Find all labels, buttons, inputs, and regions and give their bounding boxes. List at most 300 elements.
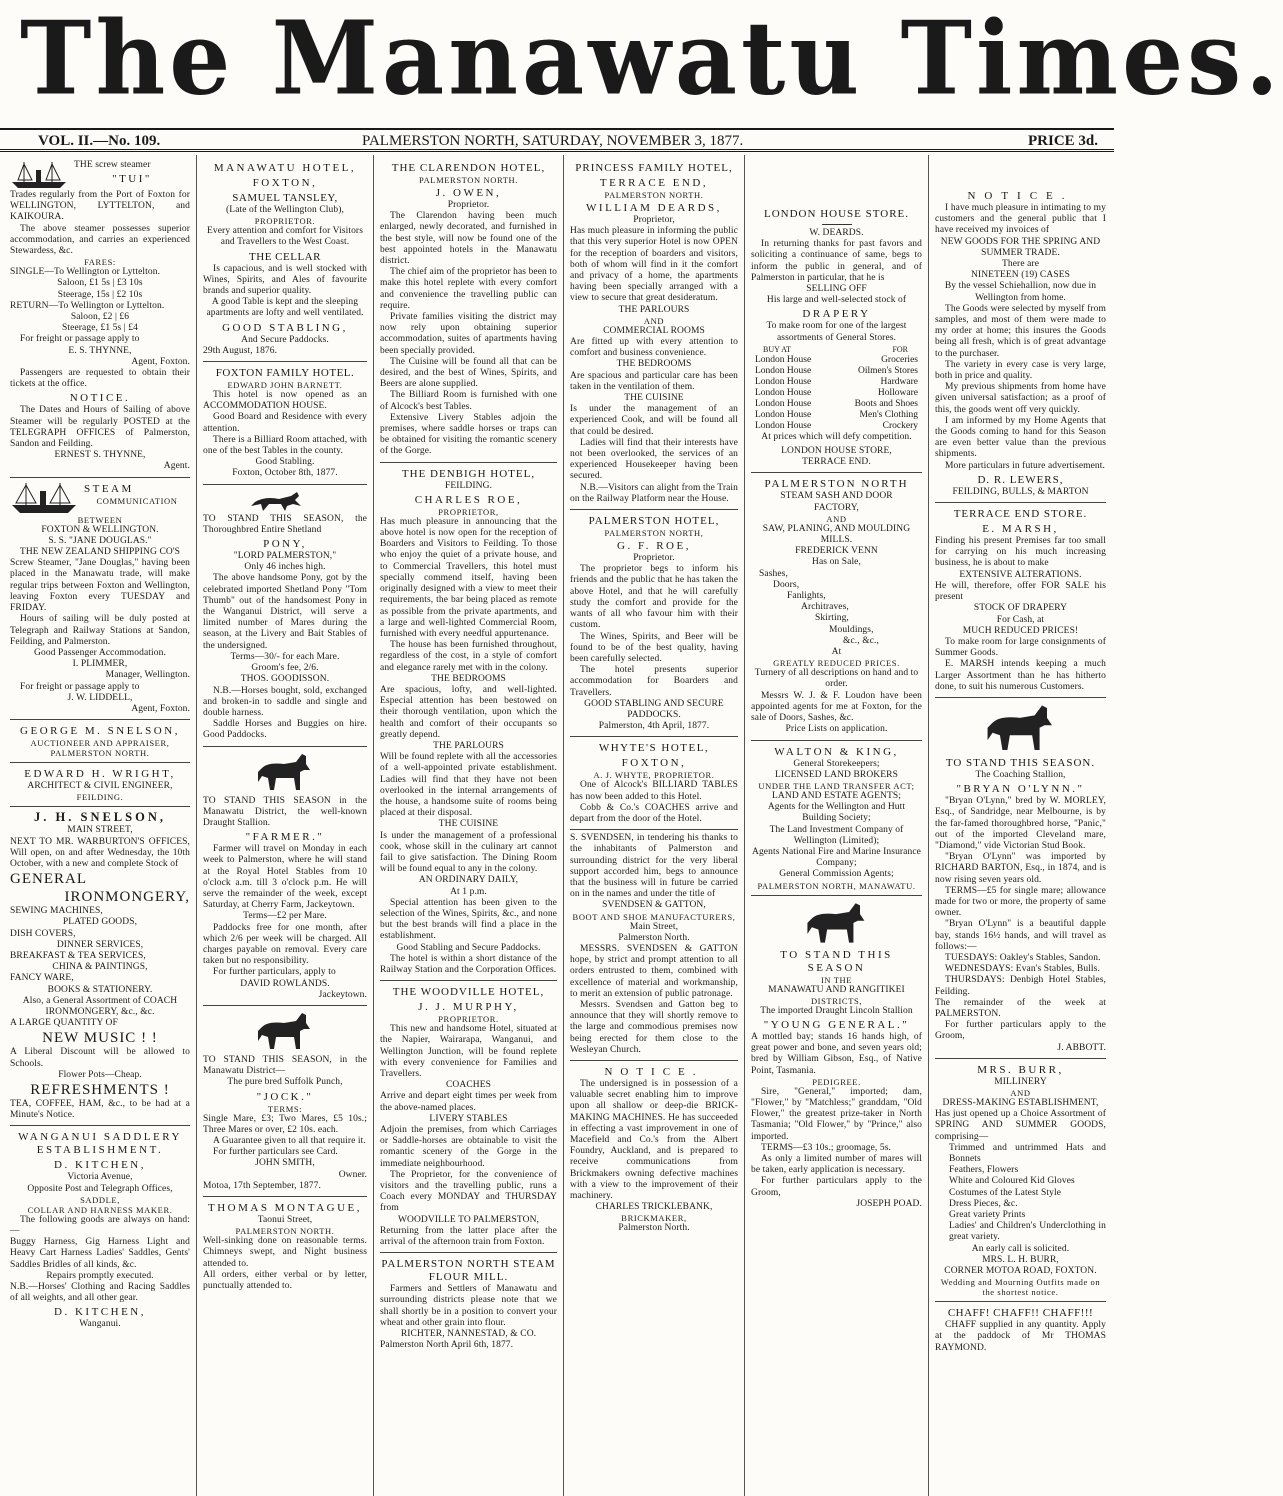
mb-items bbox=[935, 1143, 1106, 1244]
bo-terms: TERMS—£5 for single mare; allowance made for two or more, the property of same owner. bbox=[935, 885, 1106, 919]
jo-date: Motoa, 17th September, 1877. bbox=[203, 1180, 321, 1191]
sm-sub: STEAM SASH AND DOOR bbox=[780, 491, 893, 502]
dn-parlours-text: Will be found replete with all the accessories of a well-appointed private establishment. Ladies will find that they have not been overlooked in the internal arrangements of the house, a handsome suite of rooms being placed at their disposal. bbox=[380, 752, 557, 819]
ff-stabling: Good Stabling. bbox=[255, 457, 315, 468]
te-heading: TERRACE END STORE. bbox=[953, 508, 1088, 521]
fare-line: Steerage, £1 5s | £4 bbox=[62, 323, 138, 334]
ad-jock-stallion bbox=[203, 1006, 367, 1197]
bo-remainder: The remainder of the week at PALMERSTON. bbox=[935, 997, 1106, 1019]
mb-dress: DRESS-MAKING ESTABLISHMENT, bbox=[942, 1098, 1099, 1108]
ad-steam-communication bbox=[10, 478, 190, 720]
mb-signature: MRS. L. H. BURR, bbox=[982, 1254, 1059, 1265]
fa-signature: DAVID ROWLANDS. bbox=[240, 978, 330, 989]
dn-ordinary-time: At 1 p.m. bbox=[450, 886, 487, 897]
cl-paragraph: Private families visiting the district may now rely upon obtaining superior accommodation, suites of apartments having been specially provided. bbox=[380, 312, 557, 356]
ad-palmerston-flour-mill bbox=[380, 1253, 557, 1355]
fa-terms: Terms—£2 per Mare. bbox=[243, 911, 327, 922]
sm-turnery: Turnery of all descriptions on hand and to order. bbox=[754, 668, 919, 690]
yg-name: "YOUNG GENERAL." bbox=[763, 1018, 910, 1031]
wright-role: ARCHITECT & CIVIL ENGINEER, bbox=[27, 781, 173, 792]
ad-snelson-auctioneer bbox=[10, 720, 190, 763]
jo-name: "JOCK." bbox=[256, 1090, 314, 1103]
pf-bedrooms-text: Are spacious and particular care has been taken in the ventilation of them. bbox=[570, 370, 738, 392]
dn-heading: THE DENBIGH HOTEL, bbox=[401, 467, 536, 480]
dateline bbox=[0, 128, 1114, 152]
mh-proprietor: PROPRIETOR. bbox=[254, 216, 316, 227]
sm-item: Doors, bbox=[773, 579, 800, 590]
ch-text: CHAFF supplied in any quantity. Apply at the paddock of Mr THOMAS RAYMOND. bbox=[935, 1320, 1106, 1353]
lp-height: Only 46 inches high. bbox=[244, 562, 326, 573]
jh-line: PLATED GOODS, bbox=[62, 917, 138, 928]
agent-place: Agent, Foxton. bbox=[131, 356, 190, 367]
yg-in: IN THE bbox=[820, 974, 853, 985]
pf-bedrooms: THE BEDROOMS bbox=[616, 359, 692, 370]
column-3 bbox=[374, 155, 564, 1496]
steam-signature-role: Manager, Wellington. bbox=[105, 670, 190, 681]
fa-text: Farmer will travel on Monday in each week to Palmerston, where he will stand at the Royal Hotel Stables from 10 o'clock a.m. till 3 o'clock p.m. He will serve the remainder of the week, except Saturday, at Cherry Farm, Jackeytown. bbox=[203, 844, 367, 911]
ph-place: PALMERSTON NORTH, bbox=[604, 528, 704, 539]
yg-heading: TO STAND THIS SEASON bbox=[780, 948, 893, 974]
wk-land: LAND AND ESTATE AGENTS; bbox=[772, 790, 901, 801]
jh-ironmongery: IRONMONGERY, bbox=[64, 889, 190, 906]
wright-place: FEILDING. bbox=[76, 792, 124, 803]
wang-goods: The following goods are always on hand:— bbox=[10, 1214, 190, 1236]
ff-billiard: There is a Billiard Room attached, with one of the best Tables in the county. bbox=[203, 434, 368, 457]
mb-address: CORNER MOTOA ROAD, FOXTON. bbox=[944, 1266, 1097, 1277]
ad-clarendon-hotel bbox=[380, 157, 557, 463]
lh-cell: London House bbox=[755, 398, 812, 409]
price: PRICE 3d. bbox=[1027, 133, 1098, 149]
jh-flower: Flower Pots—Cheap. bbox=[58, 1069, 142, 1080]
ln-paragraph: The Goods were selected by myself from samples, and most of them were made to my order at home; this insures the Goods being all fresh, which is of great advantage to the purchaser. bbox=[935, 303, 1106, 359]
ad-svendsen-gatton bbox=[570, 830, 738, 1061]
steam-hours: Hours of sailing will be duly posted at Telegraph and Railway Stations at Sandon, Feilding, and Palmerston. bbox=[10, 614, 190, 647]
ln-there: There are bbox=[1001, 259, 1040, 270]
ln-signature: D. R. LEWERS, bbox=[977, 473, 1064, 486]
steam-route: FOXTON & WELLINGTON. bbox=[41, 524, 159, 535]
sv-new-premises: Messrs. Svendsen and Gatton beg to announce that they will shortly remove to the large and commodious premises now being erected for them close to the Wesleyan Church. bbox=[570, 999, 738, 1055]
lh-cell: Holloware bbox=[877, 387, 918, 398]
lh-cell: Groceries bbox=[881, 354, 918, 365]
lh-signature-place: TERRACE END. bbox=[802, 457, 871, 468]
lh-drapery: DRAPERY bbox=[802, 308, 871, 321]
fares-heading: FARES: bbox=[84, 257, 116, 268]
freight-line: For freight or passage apply to bbox=[20, 334, 140, 345]
dn-special: Special attention has been given to the selection of the Wines, Spirits, &c., and none but the best brands will find a place in the establishment. bbox=[380, 897, 557, 942]
wang-list: Buggy Harness, Gig Harness Light and Heavy Cart Harness Ladies' Saddles, Gents' Saddles Bridles of all kinds, &c. bbox=[10, 1237, 190, 1270]
snelson-role: AUCTIONEER AND APPRAISER, bbox=[30, 738, 170, 749]
te-marsh: E. MARSH intends keeping a much Larger Assortment than he has hitherto done, to suit his numerous Customers. bbox=[935, 659, 1106, 692]
lp-heading: TO STAND THIS SEASON, the Thoroughbred Entire Shetland bbox=[203, 513, 367, 535]
lh-row bbox=[751, 399, 922, 410]
wk-agents: Agents for the Wellington and Hutt Building Society; bbox=[767, 802, 906, 824]
lp-saddle: Saddle Horses and Buggies on hire. Good Paddocks. bbox=[203, 719, 367, 741]
lh-name: W. DEARDS. bbox=[809, 228, 864, 238]
sm-and: AND bbox=[826, 513, 847, 524]
steam-heading: STEAM bbox=[84, 482, 134, 495]
jo-pure: The pure bred Suffolk Punch, bbox=[227, 1077, 343, 1088]
lh-row bbox=[751, 355, 922, 366]
mb-and: AND bbox=[1010, 1088, 1031, 1098]
fa-name: "FARMER." bbox=[245, 831, 325, 844]
te-reduced: MUCH REDUCED PRICES! bbox=[962, 625, 1079, 636]
tui-trade: Trades regularly from the Port of Foxton for WELLINGTON, LYTTELTON, and KAIKOURA. bbox=[10, 190, 190, 223]
cl-place: PALMERSTON NORTH. bbox=[419, 175, 518, 185]
tm-heading: THOMAS MONTAGUE, bbox=[207, 1202, 362, 1214]
dn-cuisine: THE CUISINE bbox=[438, 819, 499, 830]
draught-horse-icon bbox=[801, 901, 873, 947]
pf-sub: TERRACE END, bbox=[599, 177, 709, 189]
snelson-name: GEORGE M. SNELSON, bbox=[20, 725, 180, 738]
bo-signature: J. ABBOTT. bbox=[1057, 1042, 1106, 1053]
fare-line: Steerage, 15s | £2 10s bbox=[57, 289, 143, 300]
lh-row bbox=[751, 377, 922, 388]
mh-name: SAMUEL TANSLEY, bbox=[232, 192, 338, 204]
yg-further: For further particulars apply to the Groom, bbox=[751, 1176, 922, 1198]
lp-nb: N.B.—Horses bought, sold, exchanged and broken-in to saddle and single and double harness. bbox=[203, 685, 367, 718]
sv-name: SVENDSEN & GATTON, bbox=[602, 900, 706, 911]
jh-name: J. H. SNELSON, bbox=[34, 810, 166, 825]
ad-manawatu-hotel bbox=[203, 157, 367, 362]
sv-place: Palmerston North. bbox=[618, 932, 690, 943]
lh-cell: London House bbox=[755, 376, 812, 387]
lh-cell: Crockery bbox=[882, 420, 918, 431]
lh-cell: Boots and Shoes bbox=[854, 398, 918, 409]
pf-commercial: COMMERCIAL ROOMS bbox=[603, 325, 705, 336]
ad-princess-hotel bbox=[570, 157, 738, 510]
ad-mrs-burr bbox=[935, 1059, 1106, 1302]
lh-stock: His large and well-selected stock of bbox=[766, 295, 907, 306]
sm-lists: Price Lists on application. bbox=[785, 724, 888, 735]
lh-heading: LONDON HOUSE STORE. bbox=[764, 208, 909, 220]
column-4 bbox=[564, 155, 745, 1496]
ln-text: I have much pleasure in intimating to my customers and the general public that I have received my invoices of bbox=[935, 203, 1106, 236]
wv-coaches-text: Arrive and depart eight times per week from the above-named places. bbox=[380, 1091, 557, 1113]
draught-horse-icon bbox=[254, 752, 316, 794]
nt-signature: CHARLES TRICKLEBANK, bbox=[595, 1202, 713, 1213]
lh-table-header bbox=[751, 344, 922, 355]
fa-paddocks: Paddocks free for one month, after which 2/6 per week will be charged. All charges payable on removal. Every care taken but no responsibility. bbox=[203, 922, 367, 967]
yg-district: MANAWATU AND RANGITIKEI bbox=[768, 984, 905, 995]
ff-heading: FOXTON FAMILY HOTEL. bbox=[215, 367, 355, 380]
wang-nb: N.B.—Horses' Clothing and Racing Saddles of all weights, and all other gear. bbox=[10, 1282, 190, 1304]
dn-paragraph: The house has been furnished throughout, regardless of the cost, in a style of comfort and elegance rarely met with in the colony. bbox=[380, 640, 557, 673]
te-stock: STOCK OF DRAPERY bbox=[973, 603, 1068, 614]
cl-paragraph: The Clarendon having been much enlarged, newly decorated, and furnished in the best style, will now be found one of the best appointed hotels in the Manawatu district. bbox=[380, 211, 557, 267]
lh-cell: London House bbox=[755, 354, 812, 365]
ad-wanganui-saddlery bbox=[10, 1126, 190, 1334]
coaching-horse-icon bbox=[981, 703, 1061, 755]
ff-name: EDWARD JOHN BARNETT. bbox=[227, 380, 343, 391]
ad-palmerston-hotel bbox=[570, 510, 738, 737]
lh-row bbox=[751, 410, 922, 421]
yg-text: A mottled bay; stands 16 hands high, of great power and bone, and seven years old; bred by William Gibson, Esq., of Native Point, Tasmania. bbox=[751, 1031, 922, 1076]
ph-date: Palmerston, 4th April, 1877. bbox=[598, 721, 710, 732]
mb-millinery: MILLINERY bbox=[994, 1076, 1047, 1087]
ad-bryan-olynn bbox=[935, 698, 1106, 1059]
ad-young-general bbox=[751, 896, 922, 1214]
wk-heading: WALTON & KING, bbox=[774, 745, 899, 758]
ph-paragraph: The Wines, Spirits, and Beer will be found to be of the best quality, having been carefully selected. bbox=[570, 631, 738, 664]
dn-proprietor: PROPRIETOR, bbox=[438, 506, 499, 517]
lp-pony: PONY, bbox=[263, 538, 307, 551]
lh-row bbox=[751, 388, 922, 399]
pn-heading: PALMERSTON NORTH STEAM FLOUR MILL. bbox=[381, 1258, 556, 1284]
sm-factory: FACTORY, bbox=[814, 502, 859, 513]
lh-room: To make room for one of the largest assortments of General Stores. bbox=[766, 321, 907, 343]
yg-signature: JOSEPH POAD. bbox=[856, 1198, 922, 1209]
ln-new-goods: NEW GOODS FOR THE SPRING AND SUMMER TRADE. bbox=[940, 236, 1101, 258]
pn-date: Palmerston North April 6th, 1877. bbox=[380, 1340, 514, 1351]
ff-board: Good Board and Residence with every attention. bbox=[203, 412, 367, 434]
cl-paragraph: The Billiard Room is furnished with one of Alcock's best Tables. bbox=[380, 390, 557, 412]
yg-limited: As only a limited number of mares will be taken, early application is necessary. bbox=[751, 1153, 922, 1176]
jo-further: For further particulars see Card. bbox=[213, 1147, 338, 1158]
ad-whytes-hotel bbox=[570, 737, 738, 830]
nt-text: The undersigned is in possession of a valuable secret enabling him to improve upon all shallow or deep-die BRICK-MAKING MACHINES. He has succeeded in effecting a vast improvement in one of Macefield and Co.'s from the Albert Foundry, Auckland, and is prepared to receive communications from Brickmakers owning defective machines with a view to the improvement of their machinery. bbox=[570, 1079, 738, 1202]
divider-rule bbox=[822, 224, 852, 225]
ad-chaff bbox=[935, 1302, 1106, 1358]
pn-text: Farmers and Settlers of Manawatu and surrounding districts please note that we shall shortly be in a position to convert your wheat and other grain into flour. bbox=[380, 1284, 557, 1328]
sm-at: At bbox=[831, 647, 842, 658]
mb-item: White and Coloured Kid Gloves bbox=[949, 1176, 1075, 1187]
steamship-icon bbox=[10, 481, 80, 515]
mb-item: Feathers, Flowers bbox=[949, 1165, 1019, 1176]
sm-heading: PALMERSTON NORTH bbox=[764, 478, 909, 491]
wk-general: General Storekeepers; bbox=[793, 758, 880, 769]
te-text: Finding his present Premises far too small for carrying on his much increasing business, he is about to make bbox=[935, 536, 1106, 569]
draught-horse-icon bbox=[254, 1011, 316, 1053]
jh-line: DINNER SERVICES, bbox=[56, 939, 144, 950]
dn-hotel-location: The hotel is within a short distance of the Railway Station and the Corporation Offices. bbox=[380, 953, 557, 975]
wang-opposite: Opposite Post and Telegraph Offices, bbox=[27, 1183, 173, 1194]
tm-place: PALMERSTON NORTH. bbox=[235, 1226, 335, 1237]
steam-signature: I. PLIMMER, bbox=[72, 659, 128, 670]
mh-heading: MANAWATU HOTEL, bbox=[213, 162, 357, 174]
fare-line: RETURN—To Wellington or Lyttelton. bbox=[10, 300, 165, 311]
ff-text: This hotel is now opened as an ACCOMMODATION HOUSE. bbox=[203, 390, 367, 412]
mb-wedding: Wedding and Mourning Outfits made on the shortest notice. bbox=[940, 1277, 1101, 1298]
nt-place: Palmerston North. bbox=[618, 1223, 690, 1234]
sv-messrs: MESSRS. SVENDSEN & GATTON hope, by strict and prompt attention to all orders entrusted to them, combined with excellence of material and workmanship, to merit an extension of public patronage. bbox=[570, 943, 738, 999]
ad-brickmaker-notice bbox=[570, 1061, 738, 1239]
fare-line: Saloon, £2 | £6 bbox=[70, 312, 130, 323]
jo-text: Single Mare, £3; Two Mares, £5 10s.; Three Mares or over, £2 10s. each. bbox=[203, 1113, 367, 1135]
mh-cellar-text: Is capacious, and is well stocked with Wines, Spirits, and Ales of favourite brands and superior quality. bbox=[203, 263, 367, 297]
bo-paragraph: "Bryan O'Lynn" was imported by RICHARD BARTON, Esq., in 1874, and is now rising seven years old. bbox=[935, 852, 1106, 885]
pf-text: Has much pleasure in informing the public that this very superior Hotel is now OPEN for the reception of boarders and visitors, both of whom will find in it the comfort and privacy of a home, the apartments having been specially arranged with a view to secure that great desideratum. bbox=[570, 226, 738, 304]
steam-company: THE NEW ZEALAND SHIPPING CO'S bbox=[19, 547, 181, 558]
running-horse-icon bbox=[245, 490, 325, 512]
mb-item: Dress Pieces, &c. bbox=[949, 1198, 1018, 1209]
jh-large: A LARGE QUANTITY OF bbox=[10, 1018, 118, 1029]
ln-paragraph: The variety in every case is very large, both in price and quality. bbox=[935, 359, 1106, 382]
nt-role: BRICKMAKER, bbox=[621, 1213, 687, 1224]
lh-text: In returning thanks for past favors and soliciting a continuance of same, begs to inform the public in general, and of Palmerston in particular, that he is bbox=[751, 239, 922, 283]
jh-line: BREAKFAST & TEA SERVICES, bbox=[10, 950, 146, 961]
wk-licensed: LICENSED LAND BROKERS bbox=[775, 769, 898, 780]
cl-paragraph: Extensive Livery Stables adjoin the premises, where saddle horses or traps can be obtained for visiting the romantic scenery of the Gorge. bbox=[380, 412, 557, 457]
wang-heading: WANGANUI SADDLERY ESTABLISHMENT. bbox=[18, 1131, 182, 1157]
notice-heading: NOTICE. bbox=[69, 392, 131, 405]
lh-cell: Men's Clothing bbox=[859, 409, 918, 420]
jo-signature: JOHN SMITH, bbox=[255, 1158, 315, 1169]
jh-line: CHINA & PAINTINGS, bbox=[52, 962, 148, 973]
pf-place: PALMERSTON NORTH. bbox=[604, 190, 704, 200]
pf-heading: PRINCESS FAMILY HOTEL, bbox=[575, 162, 733, 174]
fa-further: For further particulars, apply to bbox=[213, 967, 336, 978]
steam-text: Screw Steamer, "Jane Douglas," having been placed in the Manawatu trade, will make regular trips between Foxton and Wellington, leaving Foxton every TUESDAY and FRIDAY. bbox=[10, 558, 190, 614]
dn-cuisine-text: Is under the management of a professional cook, whose skill in the culinary art cannot fail to give satisfaction. The Dining Room will be found equal to any in the colony. bbox=[380, 830, 557, 875]
ad-walton-king bbox=[751, 741, 922, 896]
jh-discount: A Liberal Discount will be allowed to Schools. bbox=[10, 1047, 190, 1069]
ad-terrace-end-store bbox=[935, 503, 1106, 698]
mb-item: Ladies' and Children's Underclothing in great variety. bbox=[949, 1221, 1106, 1243]
volume-number: VOL. II.—No. 109. bbox=[38, 133, 161, 149]
ph-heading: PALMERSTON HOTEL, bbox=[588, 515, 720, 528]
ph-name: G. F. ROE, bbox=[617, 540, 691, 553]
jh-line: DISH COVERS, bbox=[10, 928, 76, 939]
steam-agent-place: Agent, Foxton. bbox=[131, 703, 190, 714]
ad-jh-snelson bbox=[10, 807, 190, 1126]
jo-guarantee: A Guarantee given to all that require it. bbox=[213, 1135, 366, 1146]
jh-tea: TEA, COFFEE, HAM, &c., to be had at a Minute's Notice. bbox=[10, 1098, 190, 1121]
wk-place: PALMERSTON NORTH, MANAWATU. bbox=[757, 880, 916, 891]
cl-paragraph: The chief aim of the proprietor has been to make this hotel replete with every comfort and convenience the travelling public can require. bbox=[380, 267, 557, 311]
lh-row bbox=[751, 421, 922, 432]
notice-signature-role: Agent. bbox=[163, 461, 190, 472]
jh-line: BOOKS & STATIONERY. bbox=[47, 984, 153, 995]
yg-pedigree-text: Sire, "General," imported; dam, "Flower," by "Matchless;" granddam, "Old Flower," the greatest prize-taker in North Tasmania; "Old Flower," by "Prince," also imported. bbox=[751, 1086, 922, 1142]
jh-also: Also, a General Assortment of COACH IRONMONGERY, &c., &c. bbox=[22, 995, 178, 1017]
mb-item: Trimmed and untrimmed Hats and Bonnets bbox=[949, 1142, 1106, 1165]
lp-signature: THOS. GOODISSON. bbox=[240, 674, 330, 685]
wh-place: FOXTON, bbox=[621, 757, 687, 770]
mh-table: A good Table is kept and the sleeping apartments are lofty and well ventilated. bbox=[206, 297, 364, 319]
notice-signature: ERNEST S. THYNNE, bbox=[54, 450, 146, 461]
lh-buy-at: BUY AT bbox=[763, 344, 791, 354]
dn-paragraph: Has much pleasure in announcing that the above hotel is now open for the reception of Boarders and Visitors to Feilding. To those who enjoy the quiet of a private house, and to Commercial Travellers, this hotel must specially commend itself, having been originally designed with a view to meet their requirements, the bar being placed as remote as possible from the private apartments, and a large and well-lighted Commercial Room, furnished with every needful appurtenance. bbox=[380, 516, 557, 639]
fare-line: SINGLE—To Wellington or Lyttelton. bbox=[10, 267, 161, 278]
mh-place: FOXTON, bbox=[252, 177, 318, 189]
mb-call: An early call is solicited. bbox=[971, 1243, 1070, 1254]
ln-more: More particulars in future advertisement. bbox=[945, 460, 1106, 471]
mh-paddocks: And Secure Paddocks. bbox=[241, 334, 329, 345]
wang-signature: D. KITCHEN, bbox=[54, 1306, 146, 1319]
jh-line: FANCY WARE, bbox=[10, 973, 74, 984]
ad-woodville-hotel bbox=[380, 981, 557, 1253]
wv-proprietor: PROPRIETOR. bbox=[438, 1014, 499, 1025]
te-cash: For Cash, at bbox=[996, 614, 1045, 625]
wk-investment: The Land Investment Company of Wellington (Limited); bbox=[769, 824, 904, 846]
steamship-icon bbox=[10, 160, 70, 190]
column-6 bbox=[929, 155, 1112, 1496]
tui-name: "TUI" bbox=[112, 173, 152, 186]
wang-saddle: SADDLE, bbox=[80, 1194, 120, 1205]
wh-name: A. J. WHYTE, PROPRIETOR. bbox=[593, 770, 715, 781]
lp-terms: Terms—30/- for each Mare. bbox=[230, 651, 340, 662]
mh-text: Every attention and comfort for Visitors and Travellers to the West Coast. bbox=[206, 226, 363, 248]
jh-music: NEW MUSIC ! ! bbox=[42, 1030, 158, 1047]
ln-heading: NOTICE. bbox=[967, 190, 1074, 202]
jo-heading: TO STAND THIS SEASON, in the Manawatu District— bbox=[203, 1054, 367, 1077]
sm-item: &c., &c., bbox=[843, 635, 879, 646]
steam-communication: COMMUNICATION bbox=[96, 495, 178, 506]
ln-cases: NINETEEN (19) CASES bbox=[970, 270, 1070, 281]
mh-cellar: THE CELLAR bbox=[249, 250, 321, 263]
lh-row bbox=[751, 366, 922, 377]
pf-cuisine-text: Is under the management of an experienced Cook, and will be found all that could be desired. bbox=[570, 404, 738, 437]
ad-thomas-montague bbox=[203, 1197, 367, 1296]
snelson-place: PALMERSTON NORTH. bbox=[50, 748, 150, 759]
sm-item: Skirting, bbox=[815, 613, 849, 624]
notice-text: The Dates and Hours of Sailing of above Steamer will be regularly POSTED at the TELEGRAPH OFFICES of Palmerston, Sandon and Feilding. bbox=[10, 405, 190, 450]
tui-heading: THE screw steamer bbox=[74, 160, 151, 170]
cl-proprietor: Proprietor. bbox=[447, 200, 490, 210]
wv-route: WOODVILLE TO PALMERSTON, bbox=[397, 1214, 540, 1225]
sm-item: Sashes, bbox=[759, 568, 788, 579]
pf-commercial-text: Are fitted up with every attention to comfort and business convenience. bbox=[570, 337, 738, 359]
wang-repairs: Repairs promptly executed. bbox=[46, 1270, 154, 1281]
ad-denbigh-hotel bbox=[380, 463, 557, 982]
lh-for: FOR bbox=[892, 344, 908, 354]
pf-proprietor: Proprietor, bbox=[633, 215, 675, 225]
wk-fire: Agents National Fire and Marine Insurance Company; bbox=[752, 846, 921, 869]
sm-sale: Has on Sale, bbox=[812, 557, 861, 568]
fa-heading: TO STAND THIS SEASON in the Manawatu District, the well-known Draught Stallion. bbox=[203, 795, 367, 828]
jh-text: NEXT TO MR. WARBURTON'S OFFICES, Will open, on and after Wednesday, the 10th October, with a new and complete Stock of bbox=[10, 836, 190, 869]
pf-and: AND bbox=[643, 315, 665, 326]
steam-freight: For freight or passage apply to bbox=[20, 681, 140, 692]
bo-further: For further particulars apply to the Groom, bbox=[935, 1020, 1106, 1042]
ad-lord-palmerston bbox=[203, 485, 367, 747]
sm-saw: SAW, PLANING, AND MOULDING bbox=[762, 523, 911, 534]
column-1 bbox=[4, 155, 197, 1496]
te-room: To make room for large consignments of Summer Goods. bbox=[935, 636, 1106, 659]
ad-sash-door-factory bbox=[751, 473, 922, 740]
wv-coaches: COACHES bbox=[445, 1080, 492, 1091]
cl-paragraph: The Cuisine will be found all that can be desired, and the best of Wines, Spirits, and Beers are alone supplied. bbox=[380, 356, 557, 390]
bo-heading: TO STAND THIS SEASON. bbox=[945, 756, 1096, 769]
lp-text: The above handsome Pony, got by the celebrated imported Shetland Pony "Tom Thumb" out of the handsomest Pony in the Wanganui District, will serve a limited number of Mares during the season, at the Livery and Bait Stables of the undersigned. bbox=[203, 573, 367, 651]
column-top-space bbox=[935, 157, 1106, 185]
lh-cell: London House bbox=[755, 387, 812, 398]
wang-signature-place: Wanganui. bbox=[79, 1319, 121, 1330]
dn-stabling: Good Stabling and Secure Paddocks. bbox=[396, 942, 541, 953]
dn-place: FEILDING. bbox=[444, 480, 493, 491]
mb-text: Has just opened up a Choice Assortment of SPRING AND SUMMER GOODS, comprising— bbox=[935, 1109, 1106, 1142]
lh-table bbox=[751, 355, 922, 432]
wv-livery-text: Adjoin the premises, from which Carriages or Saddle-horses are obtainable to visit the romantic scenery of the Gorge in the immediate neighbourhood. bbox=[380, 1125, 557, 1169]
wv-proprietor-text: The Proprietor, for the convenience of visitors and the travelling public, runs a Coach every MONDAY and THURSDAY from bbox=[380, 1169, 557, 1214]
wh-heading: WHYTE'S HOTEL, bbox=[598, 742, 710, 755]
column-5 bbox=[745, 155, 929, 1496]
agent-name: E. S. THYNNE, bbox=[68, 345, 132, 356]
lp-groom: Groom's fee, 2/6. bbox=[251, 663, 319, 674]
sm-item: Fanlights, bbox=[787, 591, 826, 602]
newspaper-title: The Manawatu Times. bbox=[20, 0, 1283, 118]
mb-heading: MRS. BURR, bbox=[977, 1063, 1064, 1076]
tui-accommodation: The above steamer possesses superior accommodation, and carries an experienced Stewardess, &c. bbox=[10, 223, 190, 257]
ph-paragraph: The hotel presents superior accommodation for Boarders and Travellers. bbox=[570, 665, 738, 698]
ad-foxton-family-hotel bbox=[203, 362, 367, 485]
wang-collar: COLLAR AND HARNESS MAKER. bbox=[27, 1204, 173, 1215]
ln-vessel: By the vessel Schiehallion, now due in Wellington from home. bbox=[944, 281, 1097, 303]
te-name: E. MARSH, bbox=[982, 523, 1059, 536]
wang-place: Victoria Avenue, bbox=[67, 1172, 133, 1183]
ad-london-house bbox=[751, 203, 922, 473]
jh-street: MAIN STREET, bbox=[67, 825, 133, 836]
